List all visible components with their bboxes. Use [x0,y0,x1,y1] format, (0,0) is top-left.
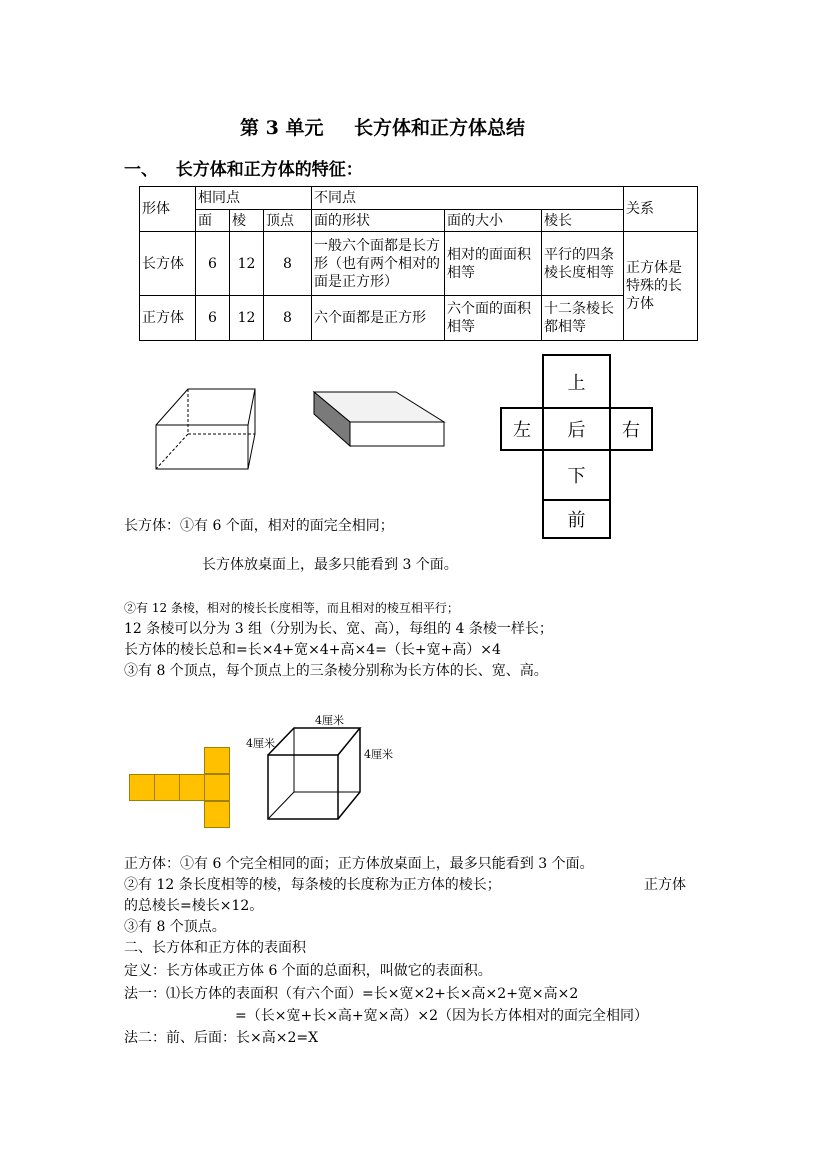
cube-text-1: 正方体：①有 6 个完全相同的面；正方体放桌面上，最多只能看到 3 个面。 [124,856,594,872]
net-face-bottom: 下 [542,449,611,501]
surface-definition: 定义：长方体或正方体 6 个面的总面积，叫做它的表面积。 [124,963,492,979]
net-face-left: 左 [500,407,544,451]
row-edge-length: 平行的四条棱长度相等 [542,232,624,296]
row-vertex: 8 [264,296,312,341]
cube-label-top: 4厘米 [315,714,344,727]
cube-text-3: ③有 8 个顶点。 [124,919,226,935]
row-face-size: 六个面的面积相等 [445,296,542,341]
row-name: 长方体 [140,232,196,296]
row-face-size: 相对的面面积相等 [445,232,542,296]
cube-net-square [204,774,230,801]
row-vertex: 8 [264,232,312,296]
surface-method-2: 法二：前、后面：长×高×2=X [124,1030,319,1046]
subheader-face-shape: 面的形状 [312,210,445,232]
subheader-face-size: 面的大小 [445,210,542,232]
net-face-top: 上 [542,354,611,409]
net-face-right: 右 [609,407,653,451]
row-face-shape: 一般六个面都是长方形（也有两个相对的面是正方形） [312,232,445,296]
cube-text-2b: 正方体 [644,877,686,893]
row-face: 6 [196,232,230,296]
net-face-back: 后 [542,407,611,451]
cuboid-text-2: 长方体放桌面上，最多只能看到 3 个面。 [202,557,458,573]
section-heading-features: 一、 长方体和正方体的特征： [124,160,363,180]
features-table [139,186,698,341]
net-face-front: 前 [542,499,611,539]
cube-net-square [154,774,180,801]
cube-text-2c: 的总棱长=棱长×12。 [124,898,264,914]
header-relation: 关系 [624,187,698,232]
cuboid-text-1: 长方体：①有 6 个面，相对的面完全相同； [124,518,394,534]
row-face-shape: 六个面都是正方形 [312,296,445,341]
page-title: 长方体和正方体总结 [354,117,526,139]
surface-method-1: 法一：⑴长方体的表面积（有六个面）=长×宽×2+长×高×2+宽×高×2 [124,986,579,1002]
section-heading-surface-area: 二、长方体和正方体的表面积 [124,940,306,956]
row-edge-length: 十二条棱长都相等 [542,296,624,341]
subheader-edge: 棱 [230,210,264,232]
subheader-edge-length: 棱长 [542,210,624,232]
cube-net-square [204,747,230,774]
cube-net-square [204,801,230,828]
cube-net-square [179,774,205,801]
cube-text-2a: ②有 12 条长度相等的棱，每条棱的长度称为正方体的棱长； [124,877,501,893]
cuboid-shaded-figure [310,388,450,452]
row-face: 6 [196,296,230,341]
row-edge: 12 [230,296,264,341]
page-title-unit: 第 3 单元 [240,117,324,139]
cube-wireframe-figure [266,725,364,821]
cube-net-square [129,774,155,801]
cuboid-wireframe-figure [150,380,260,475]
subheader-vertex: 顶点 [264,210,312,232]
cuboid-text-6: ③有 8 个顶点，每个顶点上的三条棱分别称为长方体的长、宽、高。 [124,663,548,679]
cube-label-right: 4厘米 [364,748,393,761]
surface-method-1-continued: =（长×宽+长×高+宽×高）×2（因为长方体相对的面完全相同） [235,1008,649,1024]
cuboid-text-5: 长方体的棱长总和=长×4+宽×4+高×4=（长+宽+高）×4 [124,642,501,658]
subheader-face: 面 [196,210,230,232]
header-diff: 不同点 [312,187,624,210]
cuboid-text-3: ②有 12 条棱，相对的棱长长度相等，而且相对的棱互相平行； [124,601,459,615]
row-edge: 12 [230,232,264,296]
header-shape: 形体 [140,187,196,232]
cuboid-text-4: 12 条棱可以分为 3 组（分别为长、宽、高），每组的 4 条棱一样长； [124,621,553,637]
cube-label-left: 4厘米 [246,737,275,750]
header-same: 相同点 [196,187,312,210]
relation-cell: 正方体是特殊的长方体 [624,232,698,341]
row-name: 正方体 [140,296,196,341]
